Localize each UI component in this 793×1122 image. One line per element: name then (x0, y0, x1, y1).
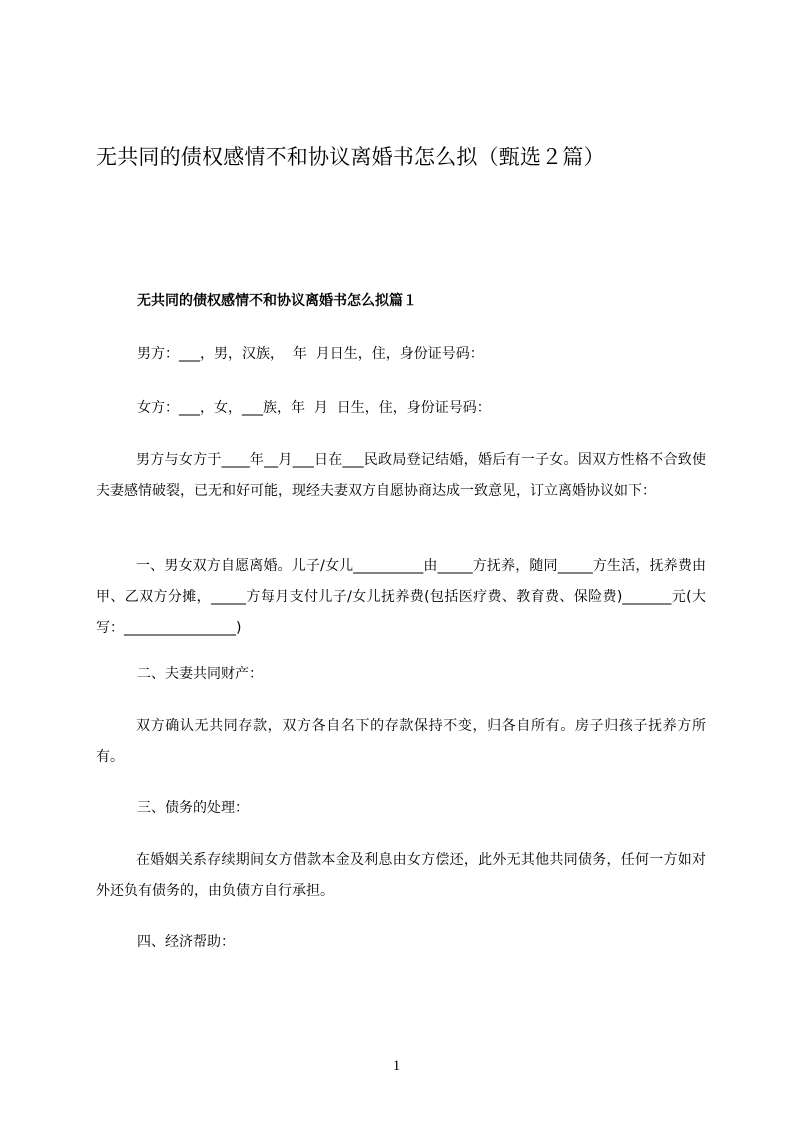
page-number: 1 (392, 1058, 401, 1074)
clause-4-heading: 四、经济帮助： (137, 934, 235, 950)
clause-3-paragraph: 在婚姻关系存续期间女方借款本金及利息由女方偿还，此外无其他共同债务，任何一方如对外还负有债务的，由负债方自行承担。 (96, 852, 706, 899)
document-title: 无共同的债权感情不和协议离婚书怎么拟（甄选２篇） (96, 145, 605, 169)
clause-1-paragraph: 一、男女双方自愿离婚。儿子/女儿__________由_____方抚养，随同_____方生活，抚养费由甲、乙双方分摊，_____方每月支付儿子/女儿抚养费(包括医疗费、教育费、保险费)_______元(大写：________________) (96, 558, 706, 636)
clause-2-paragraph: 双方确认无共同存款，双方各自名下的存款保持不变，归各自所有。房子归孩子抚养方所有。 (96, 718, 706, 765)
section-heading: 无共同的债权感情不和协议离婚书怎么拟篇１ (137, 293, 417, 309)
clause-3-heading: 三、债务的处理： (137, 800, 249, 816)
male-party-line: 男方：___，男，汉族， 年 月日生，住，身份证号码： (137, 346, 484, 362)
female-party-line: 女方：___，女，___族，年 月 日生，住，身份证号码： (137, 400, 491, 416)
intro-paragraph: 男方与女方于____年__月___日在___民政局登记结婚，婚后有一子女。因双方性格不合致使夫妻感情破裂，已无和好可能，现经夫妻双方自愿协商达成一致意见，订立离婚协议如下： (96, 452, 706, 499)
clause-2-heading: 二、夫妻共同财产： (137, 666, 263, 682)
